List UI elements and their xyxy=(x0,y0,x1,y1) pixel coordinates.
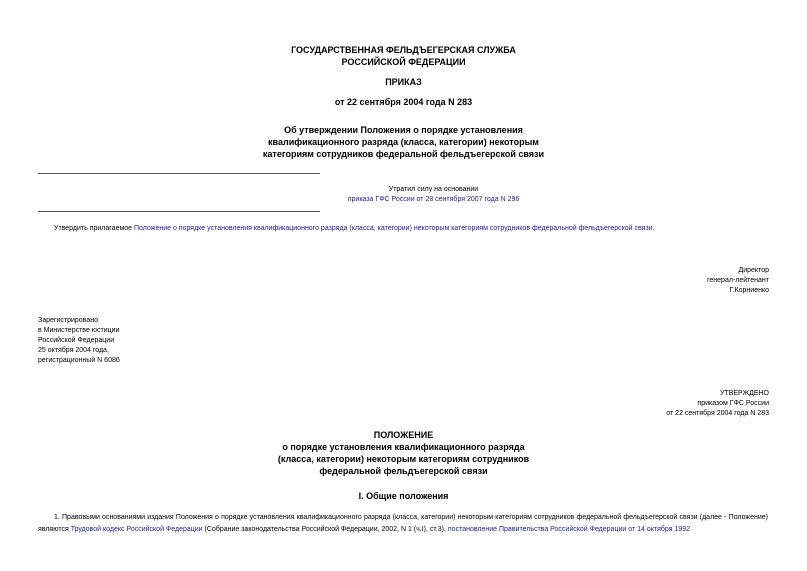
regulation-title: ПОЛОЖЕНИЕ xyxy=(373,430,434,440)
doc-subject-line1: Об утверждении Положения о порядке установления xyxy=(284,125,523,135)
org-name-line2: РОССИЙСКОЙ ФЕДЕРАЦИИ xyxy=(341,57,466,67)
registration-line4: 25 октября 2004 года, xyxy=(38,347,109,354)
approved-date: от 22 сентября 2004 года N 283 xyxy=(666,410,769,417)
signature-name: Г.Корниенко xyxy=(729,287,769,294)
approve-paragraph xyxy=(54,224,774,234)
registration-line2: в Министерстве юстиции xyxy=(38,327,120,334)
paragraph-text-2: (Собрание законодательства Российской Федерации, 2002, N 1 (ч.I), ст.3), xyxy=(202,526,448,533)
approved-by-order: приказом ГФС России xyxy=(697,400,769,407)
doc-subject-line3: категориям сотрудников федеральной фельдъегерской связи xyxy=(262,149,545,159)
labor-code-link[interactable]: Трудовой кодекс Российской Федерации xyxy=(70,526,203,533)
regulation-subtitle-line2: (класса, категории) некоторым категориям сотрудников xyxy=(277,454,530,464)
registration-line1: Зарегистрировано xyxy=(38,317,98,324)
status-note: Утратил силу на основании xyxy=(388,186,479,193)
regulation-link[interactable]: Положение о порядке установления квалификационного разряда (класса, категории) некоторым категориям сотрудников федеральной фельдъегерской связи xyxy=(134,225,653,232)
divider-top xyxy=(38,173,320,174)
doc-subject-line2: квалификационного разряда (класса, категории) некоторым xyxy=(268,137,539,147)
government-decree-link[interactable]: постановление Правительства Российской Федерации от 14 октября 1992 xyxy=(447,526,690,533)
regulation-subtitle-line3: федеральной фельдъегерской связи xyxy=(319,466,488,476)
approve-prefix: Утвердить прилагаемое xyxy=(54,225,135,232)
registration-line5: регистрационный N 6086 xyxy=(38,357,120,364)
signature-position: Директор xyxy=(738,267,769,274)
doc-type: ПРИКАЗ xyxy=(385,77,422,87)
repeal-order-link[interactable]: приказа ГФС России от 28 сентября 2007 года N 296 xyxy=(347,196,520,203)
signature-rank: генерал-лейтенант xyxy=(707,277,769,284)
divider-bottom xyxy=(38,211,320,212)
regulation-subtitle-line1: о порядке установления квалификационного разряда xyxy=(282,442,525,452)
section-paragraph-1 xyxy=(38,512,768,536)
approve-suffix: . xyxy=(652,225,655,232)
doc-date: от 22 сентября 2004 года N 283 xyxy=(334,97,473,107)
org-name-line1: ГОСУДАРСТВЕННАЯ ФЕЛЬДЪЕГЕРСКАЯ СЛУЖБА xyxy=(291,45,516,55)
paragraph-text-1: 1. Правовыми основаниями издания Положения о порядке установления квалификационного разряда (класса, категории) некоторым категориям сотрудников федеральной фельдъегерской связи (далее - Положение) являются xyxy=(38,514,768,533)
approved-title: УТВЕРЖДЕНО xyxy=(719,390,769,397)
registration-line3: Российской Федерации xyxy=(38,337,115,344)
section-title: I. Общие положения xyxy=(358,491,449,501)
